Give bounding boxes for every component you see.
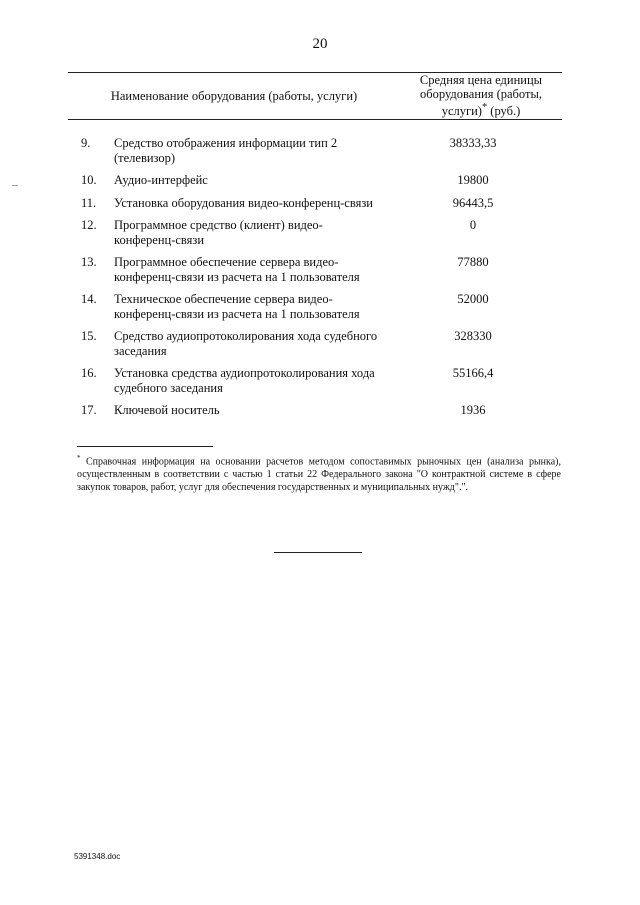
row-price: 38333,33 <box>449 136 497 150</box>
header-price-line1: Средняя цена единицы <box>419 73 543 88</box>
footnote <box>77 452 561 494</box>
header-price-column <box>400 73 562 118</box>
row-name: Программное средство (клиент) видео-конференц-связи <box>114 218 323 247</box>
footnote-separator <box>77 446 213 447</box>
row-price: 1936 <box>460 403 486 417</box>
header-price-line3 <box>400 101 562 118</box>
table-row <box>68 403 562 418</box>
row-name: Установка средства аудиопротоколирования хода судебного заседания <box>114 366 375 395</box>
row-number: 14. <box>81 292 97 306</box>
row-price: 77880 <box>457 255 489 269</box>
table-row <box>68 292 562 321</box>
row-price: 19800 <box>457 173 489 187</box>
row-name: Аудио-интерфейс <box>114 173 208 187</box>
header-price-line3a: услуги) <box>441 104 482 119</box>
row-name: Средство аудиопротоколирования хода судебного заседания <box>114 329 378 358</box>
margin-mark <box>12 185 18 186</box>
end-of-document-line <box>274 552 362 553</box>
header-price-line2: оборудования (работы, <box>420 87 542 102</box>
equipment-price-table <box>68 72 562 426</box>
table-row <box>68 255 562 284</box>
row-number: 11. <box>81 195 97 210</box>
row-number: 16. <box>81 366 97 380</box>
row-price: 96443,5 <box>452 195 494 210</box>
table-row <box>68 366 562 395</box>
table-header <box>68 72 562 120</box>
header-name-column: Наименование оборудования (работы, услуги) <box>110 89 358 103</box>
row-name: Установка оборудования видео-конференц-связи <box>114 195 373 210</box>
header-footnote-mark: * <box>481 102 488 114</box>
table-row <box>68 136 562 165</box>
table-row <box>68 329 562 358</box>
row-number: 15. <box>81 329 97 343</box>
row-number: 13. <box>81 255 97 269</box>
table-row <box>68 196 562 211</box>
row-number: 10. <box>81 173 97 187</box>
table-row <box>68 173 562 188</box>
page-number: 20 <box>312 36 328 52</box>
header-price-line3b: (руб.) <box>487 104 521 119</box>
footnote-text: Справочная информация на основании расчетов методом сопоставимых рыночных цен (анализа рынка), осуществленным в соответствии с частью 1 статьи 22 Федерального закона "О контрактной системе в сфере закупок товаров, работ, услуг для обеспечения государственных и муниципальных нужд".". <box>77 456 561 494</box>
row-price: 328330 <box>454 329 492 343</box>
row-number: 12. <box>81 218 97 232</box>
row-number: 9. <box>81 136 91 150</box>
row-number: 17. <box>81 403 97 417</box>
document-id: 5391348.doc <box>74 852 121 861</box>
table-row <box>68 218 562 247</box>
row-name: Средство отображения информации тип 2 (телевизор) <box>114 136 338 165</box>
row-price: 0 <box>469 218 477 232</box>
table-body <box>68 136 562 418</box>
row-name: Программное обеспечение сервера видео-конференц-связи из расчета на 1 пользователя <box>114 255 360 284</box>
row-price: 55166,4 <box>452 366 494 380</box>
row-name: Техническое обеспечение сервера видео-конференц-связи из расчета на 1 пользователя <box>114 292 360 321</box>
footnote-mark: * <box>77 454 81 462</box>
row-price: 52000 <box>457 292 489 306</box>
row-name: Ключевой носитель <box>114 403 220 417</box>
